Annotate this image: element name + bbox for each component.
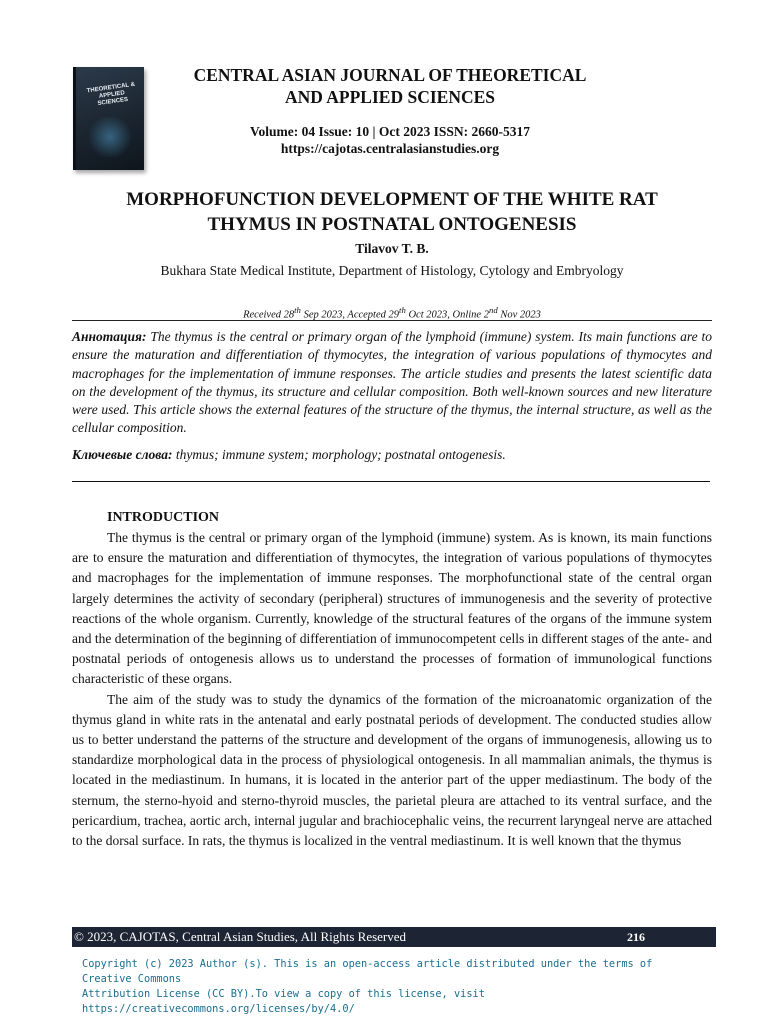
online-text: Oct 2023, Online 2 — [405, 309, 489, 321]
abstract-label: Аннотация: — [72, 329, 147, 344]
abstract-text: The thymus is the central or primary organ of the lymphoid (immune) system. Its main functions are to ensure the maturation and differentiation of thymocytes, the integration of various populations of thymocytes and macrophages for the implementation of immune responses. The article studies and presents the latest scientific data on the development of the thymus, its structure and cellular composition. Both well-known sources and new literature were used. This article shows the external features of the structure of the thymus, the internal structure, as well as the cellular composition. — [72, 329, 712, 436]
cover-text: THEORETICAL & APPLIED SCIENCES — [86, 81, 136, 108]
paper-title — [72, 187, 712, 237]
introduction-body — [72, 528, 712, 851]
page-number: 216 — [627, 930, 645, 944]
journal-title — [150, 64, 630, 108]
footer-copyright: © 2023, CAJOTAS, Central Asian Studies, All Rights Reserved — [74, 929, 407, 944]
cover-glow — [86, 117, 134, 157]
paper-title-line-1: MORPHOFUNCTION DEVELOPMENT OF THE WHITE RAT — [126, 189, 658, 210]
accepted-suffix: th — [399, 305, 406, 315]
abstract — [72, 328, 712, 438]
footer-bar — [72, 927, 716, 947]
received-text: Received 28 — [243, 309, 295, 321]
license-line-1: Copyright (c) 2023 Author (s). This is an open-access article distributed under the terms of Creative Commons — [82, 958, 653, 985]
introduction-paragraph-2: The aim of the study was to study the dynamics of the formation of the microanatomic organization of the thymus gland in white rats in the antenatal and early postnatal periods of development. The conducted studies allow us to better understand the patterns of the structure and development of the organs of immunogenesis, allowing us to standardize morphological data in the process of physiological ontogenesis. In all mammalian animals, the thymus is located in the mediastinum. In humans, it is located in the anterior part of the upper mediastinum. The body of the sternum, the sterno-hyoid and sterno-thyroid muscles, the parietal pleura are attached to its ventral surface, and the pericardium, trachea, aortic arch, internal jugular and brachiocephalic veins, the recurrent laryngeal nerve are attached to the dorsal surface. In rats, the thymus is localized in the ventral mediastinum. It is well known that the thymus — [72, 691, 712, 849]
journal-title-line-2: AND APPLIED SCIENCES — [284, 87, 496, 107]
accepted-text: Sep 2023, Accepted 29 — [300, 309, 400, 321]
author-affiliation: Bukhara State Medical Institute, Department of Histology, Cytology and Embryology — [160, 263, 624, 278]
introduction-heading: INTRODUCTION — [107, 510, 220, 525]
author-name: Tilavov T. B. — [355, 241, 429, 256]
journal-volume-info: Volume: 04 Issue: 10 | Oct 2023 ISSN: 2660-5317 — [250, 124, 530, 139]
keywords — [72, 446, 712, 464]
received-suffix: th — [294, 305, 301, 315]
license-line-2[interactable]: Attribution License (CC BY).To view a copy of this license, visit https://creativecommons.org/licenses/by/4.0/ — [82, 988, 485, 1015]
keywords-text: thymus; immune system; morphology; postnatal ontogenesis. — [172, 446, 506, 462]
keywords-label: Ключевые слова: — [72, 446, 173, 462]
journal-title-line-1: CENTRAL ASIAN JOURNAL OF THEORETICAL — [193, 65, 587, 85]
abstract-section — [72, 320, 712, 464]
online-suffix: nd — [488, 305, 498, 315]
introduction-paragraph-1: The thymus is the central or primary organ of the lymphoid (immune) system. As is known, its main functions are to ensure the maturation and differentiation of thymocytes, the integration of various populations of thymocytes and macrophages for the implementation of immune responses. The morphofunctional state of the central organ largely determines the activity of secondary (peripheral) structures of immunogenesis and the severity of protective reactions of the whole organism. Currently, knowledge of the structural features of the organs of the immune system and the determination of the beginning of differentiation of immunocompetent cells in different stages of the ante- and postnatal periods of ontogenesis allows us to understand the processes of formation of immunological functions characteristic of these organs. — [72, 530, 712, 687]
online-year: Nov 2023 — [497, 309, 541, 321]
journal-cover-image — [73, 67, 144, 170]
section-divider — [72, 481, 710, 482]
paper-title-line-2: THYMUS IN POSTNATAL ONTOGENESIS — [207, 214, 577, 235]
license-notice — [72, 957, 702, 1017]
journal-url[interactable]: https://cajotas.centralasianstudies.org — [280, 141, 500, 156]
